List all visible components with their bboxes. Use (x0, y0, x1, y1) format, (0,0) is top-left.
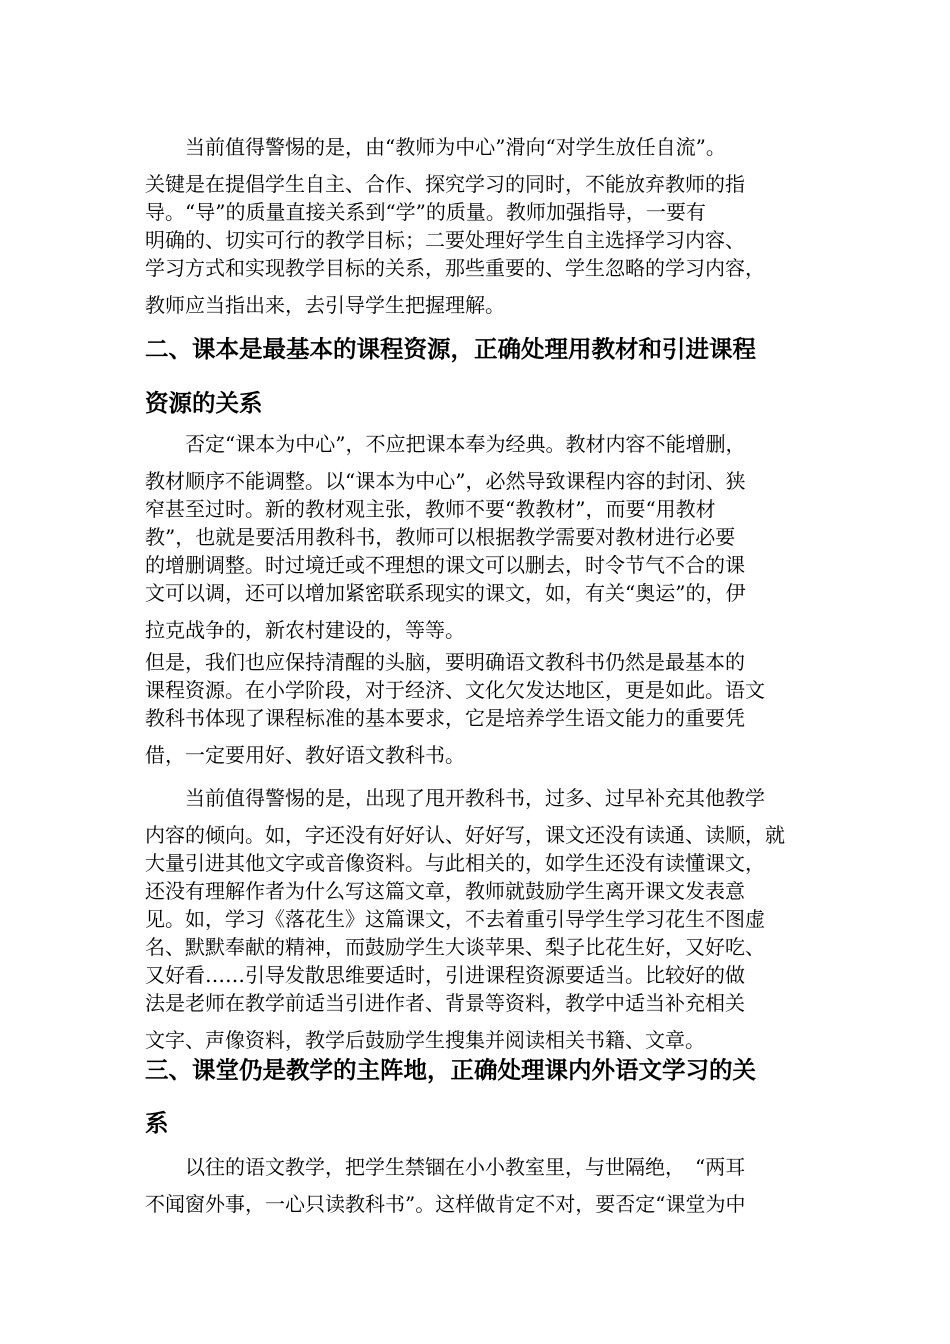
heading-line: 系 (145, 1109, 169, 1137)
text-line: 名、默默奉献的精神，而鼓励学生大谈苹果、梨子比花生好，又好吃、 (145, 935, 765, 959)
text-line: 教师应当指出来，去引导学生把握理解。 (145, 293, 505, 317)
paragraph-classroom-past (145, 1153, 813, 1218)
paragraph-supplement-caution (145, 784, 813, 1054)
text-line: 的增删调整。时过境迁或不理想的课文可以删去，时令节气不合的课 (145, 553, 745, 577)
text-line: 不闻窗外事，一心只读教科书”。这样做肯定不对，要否定“课堂为中 (145, 1192, 746, 1216)
text-line: 法是老师在教学前适当引进作者、背景等资料，教学中适当补充相关 (145, 991, 745, 1015)
text-line: 文字、声像资料，教学后鼓励学生搜集并阅读相关书籍、文章。 (145, 1028, 705, 1052)
text-line: 教材顺序不能调整。以“课本为中心”，必然导致课程内容的封闭、狭 (145, 469, 746, 493)
text-line: 拉克战争的，新农村建设的，等等。 (145, 618, 465, 642)
text-line: 关键是在提倡学生自主、合作、探究学习的同时，不能放弃教师的指 (145, 172, 745, 196)
text-line: 教”，也就是要活用教科书，教师可以根据教学需要对教材进行必要 (145, 525, 736, 549)
heading-line: 资源的关系 (145, 389, 263, 417)
paragraph-textbook-center (145, 430, 813, 644)
text-line: 内容的倾向。如，字还没有好好认、好好写，课文还没有读通、读顺，就 (145, 823, 785, 847)
text-line: 以往的语文教学，把学生禁锢在小小教室里，与世隔绝， “两耳 (145, 1155, 746, 1179)
paragraph-basic-resource (145, 648, 813, 769)
heading-line: 二、课本是最基本的课程资源，正确处理用教材和引进课程 (145, 335, 756, 363)
heading-line: 三、课堂仍是教学的主阵地，正确处理课内外语文学习的关 (145, 1056, 756, 1084)
text-line: 明确的、切实可行的教学目标；二要处理好学生自主选择学习内容、 (145, 228, 745, 252)
text-line: 大量引进其他文字或音像资料。与此相关的，如学生还没有读懂课文， (145, 851, 765, 875)
text-line: 否定“课本为中心”，不应把课本奉为经典。教材内容不能增删， (145, 432, 746, 456)
section-heading-3 (145, 1055, 825, 1138)
section-heading-2 (145, 334, 825, 418)
text-line: 当前值得警惕的是，由“教师为中心”滑向“对学生放任自流”。 (145, 135, 726, 159)
text-line: 借，一定要用好、教好语文教科书。 (145, 743, 465, 767)
text-line: 教科书体现了课程标准的基本要求，它是培养学生语文能力的重要凭 (145, 706, 745, 730)
text-line: 又好看……引导发散思维要适时，引进课程资源要适当。比较好的做 (145, 963, 745, 987)
text-line: 文可以调，还可以增加紧密联系现实的课文，如，有关“奥运”的，伊 (145, 581, 746, 605)
text-line: 导。“导”的质量直接关系到“学”的质量。教师加强指导，一要有 (145, 200, 706, 224)
text-line: 但是，我们也应保持清醒的头脑，要明确语文教科书仍然是最基本的 (145, 650, 745, 674)
text-line: 学习方式和实现教学目标的关系，那些重要的、学生忽略的学习内容， (145, 256, 765, 280)
text-line: 当前值得警惕的是，出现了甩开教科书，过多、过早补充其他教学 (145, 786, 765, 810)
text-line: 窄甚至过时。新的教材观主张，教师不要“教教材”，而要“用教材 (145, 497, 716, 521)
text-line: 见。如，学习《落花生》这篇课文，不去着重引导学生学习花生不图虚 (145, 907, 765, 931)
text-line: 还没有理解作者为什么写这篇文章，教师就鼓励学生离开课文发表意 (145, 879, 745, 903)
paragraph-teacher-guidance (145, 133, 813, 319)
text-line: 课程资源。在小学阶段，对于经济、文化欠发达地区，更是如此。语文 (145, 678, 765, 702)
